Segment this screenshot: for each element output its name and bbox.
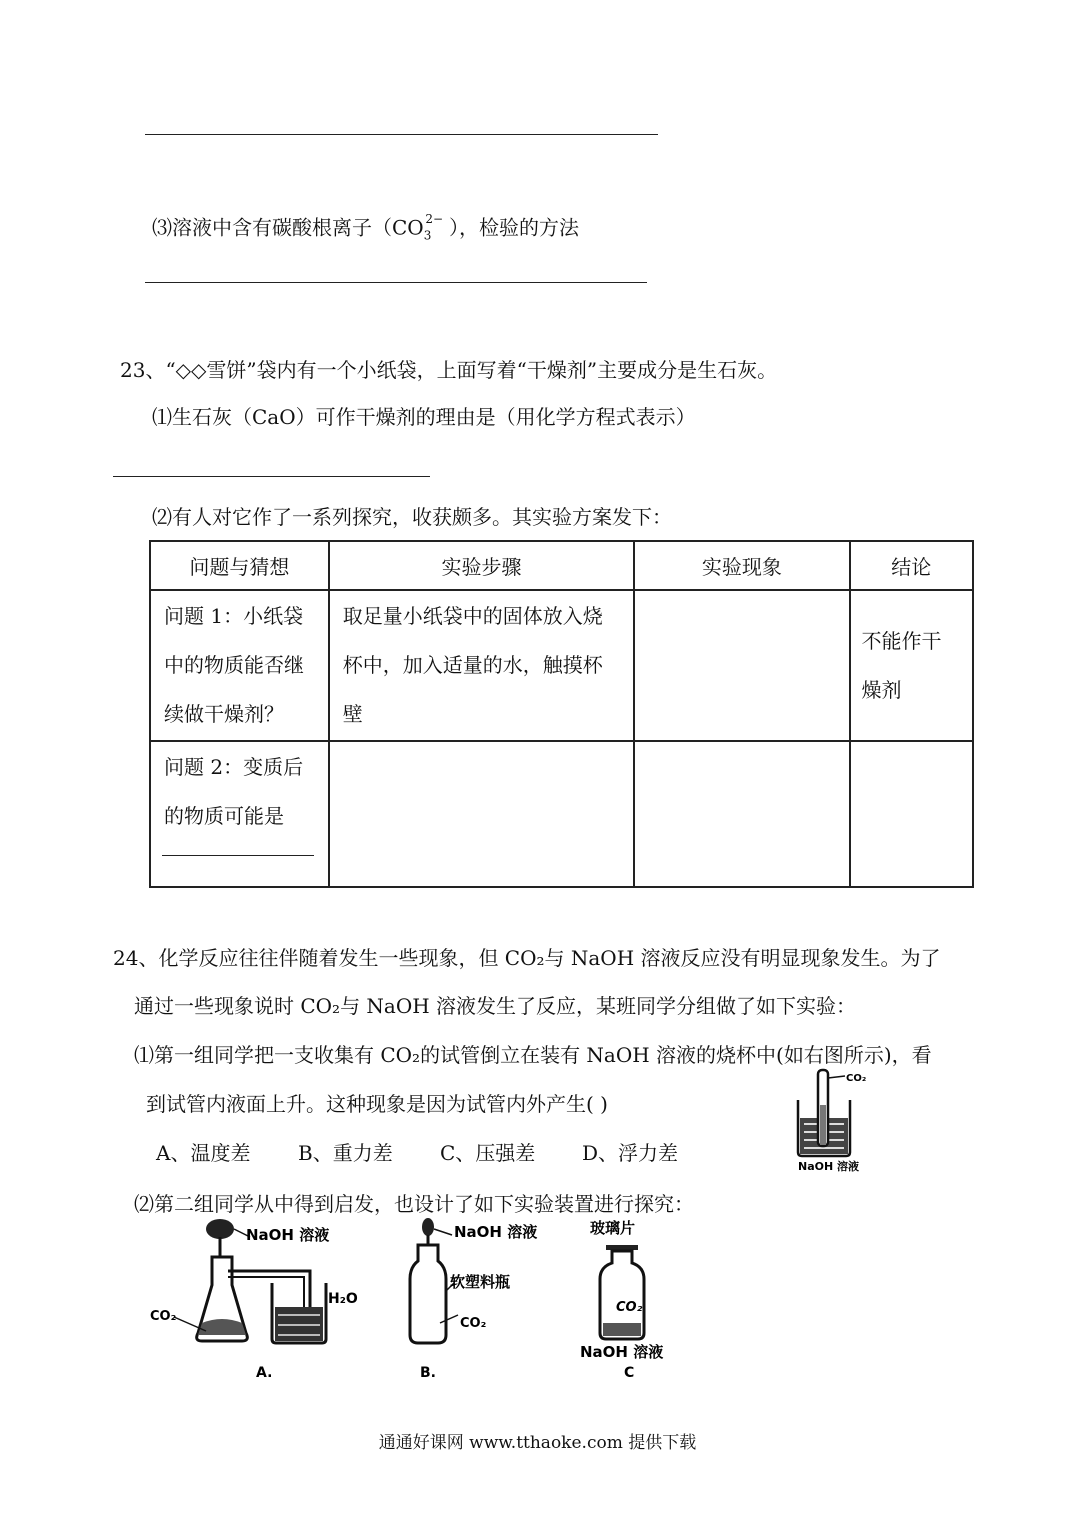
b-top-label: NaOH 溶液 [454, 1223, 538, 1241]
fig1-gas-label: CO₂ [846, 1073, 867, 1084]
a-label: A. [256, 1365, 273, 1381]
apparatus-c-figure [580, 1215, 690, 1385]
page-footer: 通通好课网 www.tthaoke.com 提供下载 [378, 1433, 697, 1453]
header-question: 问题与猜想 [150, 541, 329, 590]
header-phenomenon: 实验现象 [634, 541, 849, 590]
q24-part2: ⑵第二组同学从中得到启发，也设计了如下实验装置进行探究： [134, 1192, 694, 1216]
option-d: D、浮力差 [582, 1141, 679, 1165]
q22-part3: ⑶溶液中含有碳酸根离子（$CO_3^{2-}$ ），检验的方法 [152, 212, 580, 243]
a-water-label: H₂O [328, 1291, 358, 1307]
row1-steps: 取足量小纸袋中的固体放入烧杯中，加入适量的水，触摸杯壁 [342, 604, 603, 726]
b-co2-label: CO₂ [460, 1316, 487, 1331]
option-c: C、压强差 [440, 1141, 536, 1165]
answer-line-1 [145, 134, 658, 135]
row1-conclusion: 不能作干燥剂 [861, 628, 942, 702]
b-mid-label: 软塑料瓶 [450, 1273, 511, 1291]
row2-conclusion[interactable] [850, 741, 974, 887]
row2-steps[interactable] [329, 741, 634, 887]
q24-part1-line2: 到试管内液面上升。这种现象是因为试管内外产生( ) [146, 1092, 608, 1116]
q24-part1-line1: ⑴第一组同学把一支收集有 CO₂的试管倒立在装有 NaOH 溶液的烧杯中(如右图所示)，看 [134, 1043, 932, 1067]
test-tube-beaker-figure [790, 1060, 880, 1175]
q23-part1: ⑴生石灰（CaO）可作干燥剂的理由是（用化学方程式表示） [152, 405, 696, 429]
apparatus-b-figure [400, 1215, 550, 1385]
c-sol-label: NaOH 溶液 [580, 1343, 664, 1361]
row2-question: 问题 2：变质后的物质可能是 [164, 755, 304, 828]
header-conclusion: 结论 [850, 541, 974, 590]
answer-line-3 [113, 476, 430, 477]
fig1-solution-label: NaOH 溶液 [798, 1160, 860, 1173]
apparatus-a-figure [150, 1215, 380, 1385]
table-row [150, 741, 973, 887]
q24-line2: 通过一些现象说时 CO₂与 NaOH 溶液发生了反应，某班同学分组做了如下实验： [134, 994, 857, 1018]
table-header-row [150, 541, 973, 590]
table-row [150, 590, 973, 741]
option-a: A、温度差 [156, 1141, 251, 1165]
c-gas-label: CO₂ [616, 1300, 643, 1315]
row2-answer-blank[interactable] [162, 855, 314, 856]
c-label: C [624, 1365, 635, 1381]
q24-line1: 24、化学反应往往伴随着发生一些现象，但 CO₂与 NaOH 溶液反应没有明显现象发生。为了 [113, 946, 941, 970]
row1-question: 问题 1：小纸袋中的物质能否继续做干燥剂？ [164, 604, 304, 726]
answer-line-2 [145, 282, 647, 283]
b-label: B. [420, 1365, 436, 1381]
q23-part2: ⑵有人对它作了一系列探究，收获颇多。其实验方案发下： [152, 505, 672, 529]
q23-title: 23、“◇◇雪饼”袋内有一个小纸袋，上面写着“干燥剂”主要成分是生石灰。 [120, 358, 778, 382]
header-steps: 实验步骤 [329, 541, 634, 590]
c-top-label: 玻璃片 [590, 1219, 636, 1237]
row1-phenomenon[interactable] [634, 590, 849, 741]
option-b: B、重力差 [298, 1141, 393, 1165]
a-co2-label: CO₂ [150, 1309, 177, 1324]
experiment-table [149, 540, 974, 888]
row2-phenomenon[interactable] [634, 741, 849, 887]
a-top-label: NaOH 溶液 [246, 1226, 330, 1244]
